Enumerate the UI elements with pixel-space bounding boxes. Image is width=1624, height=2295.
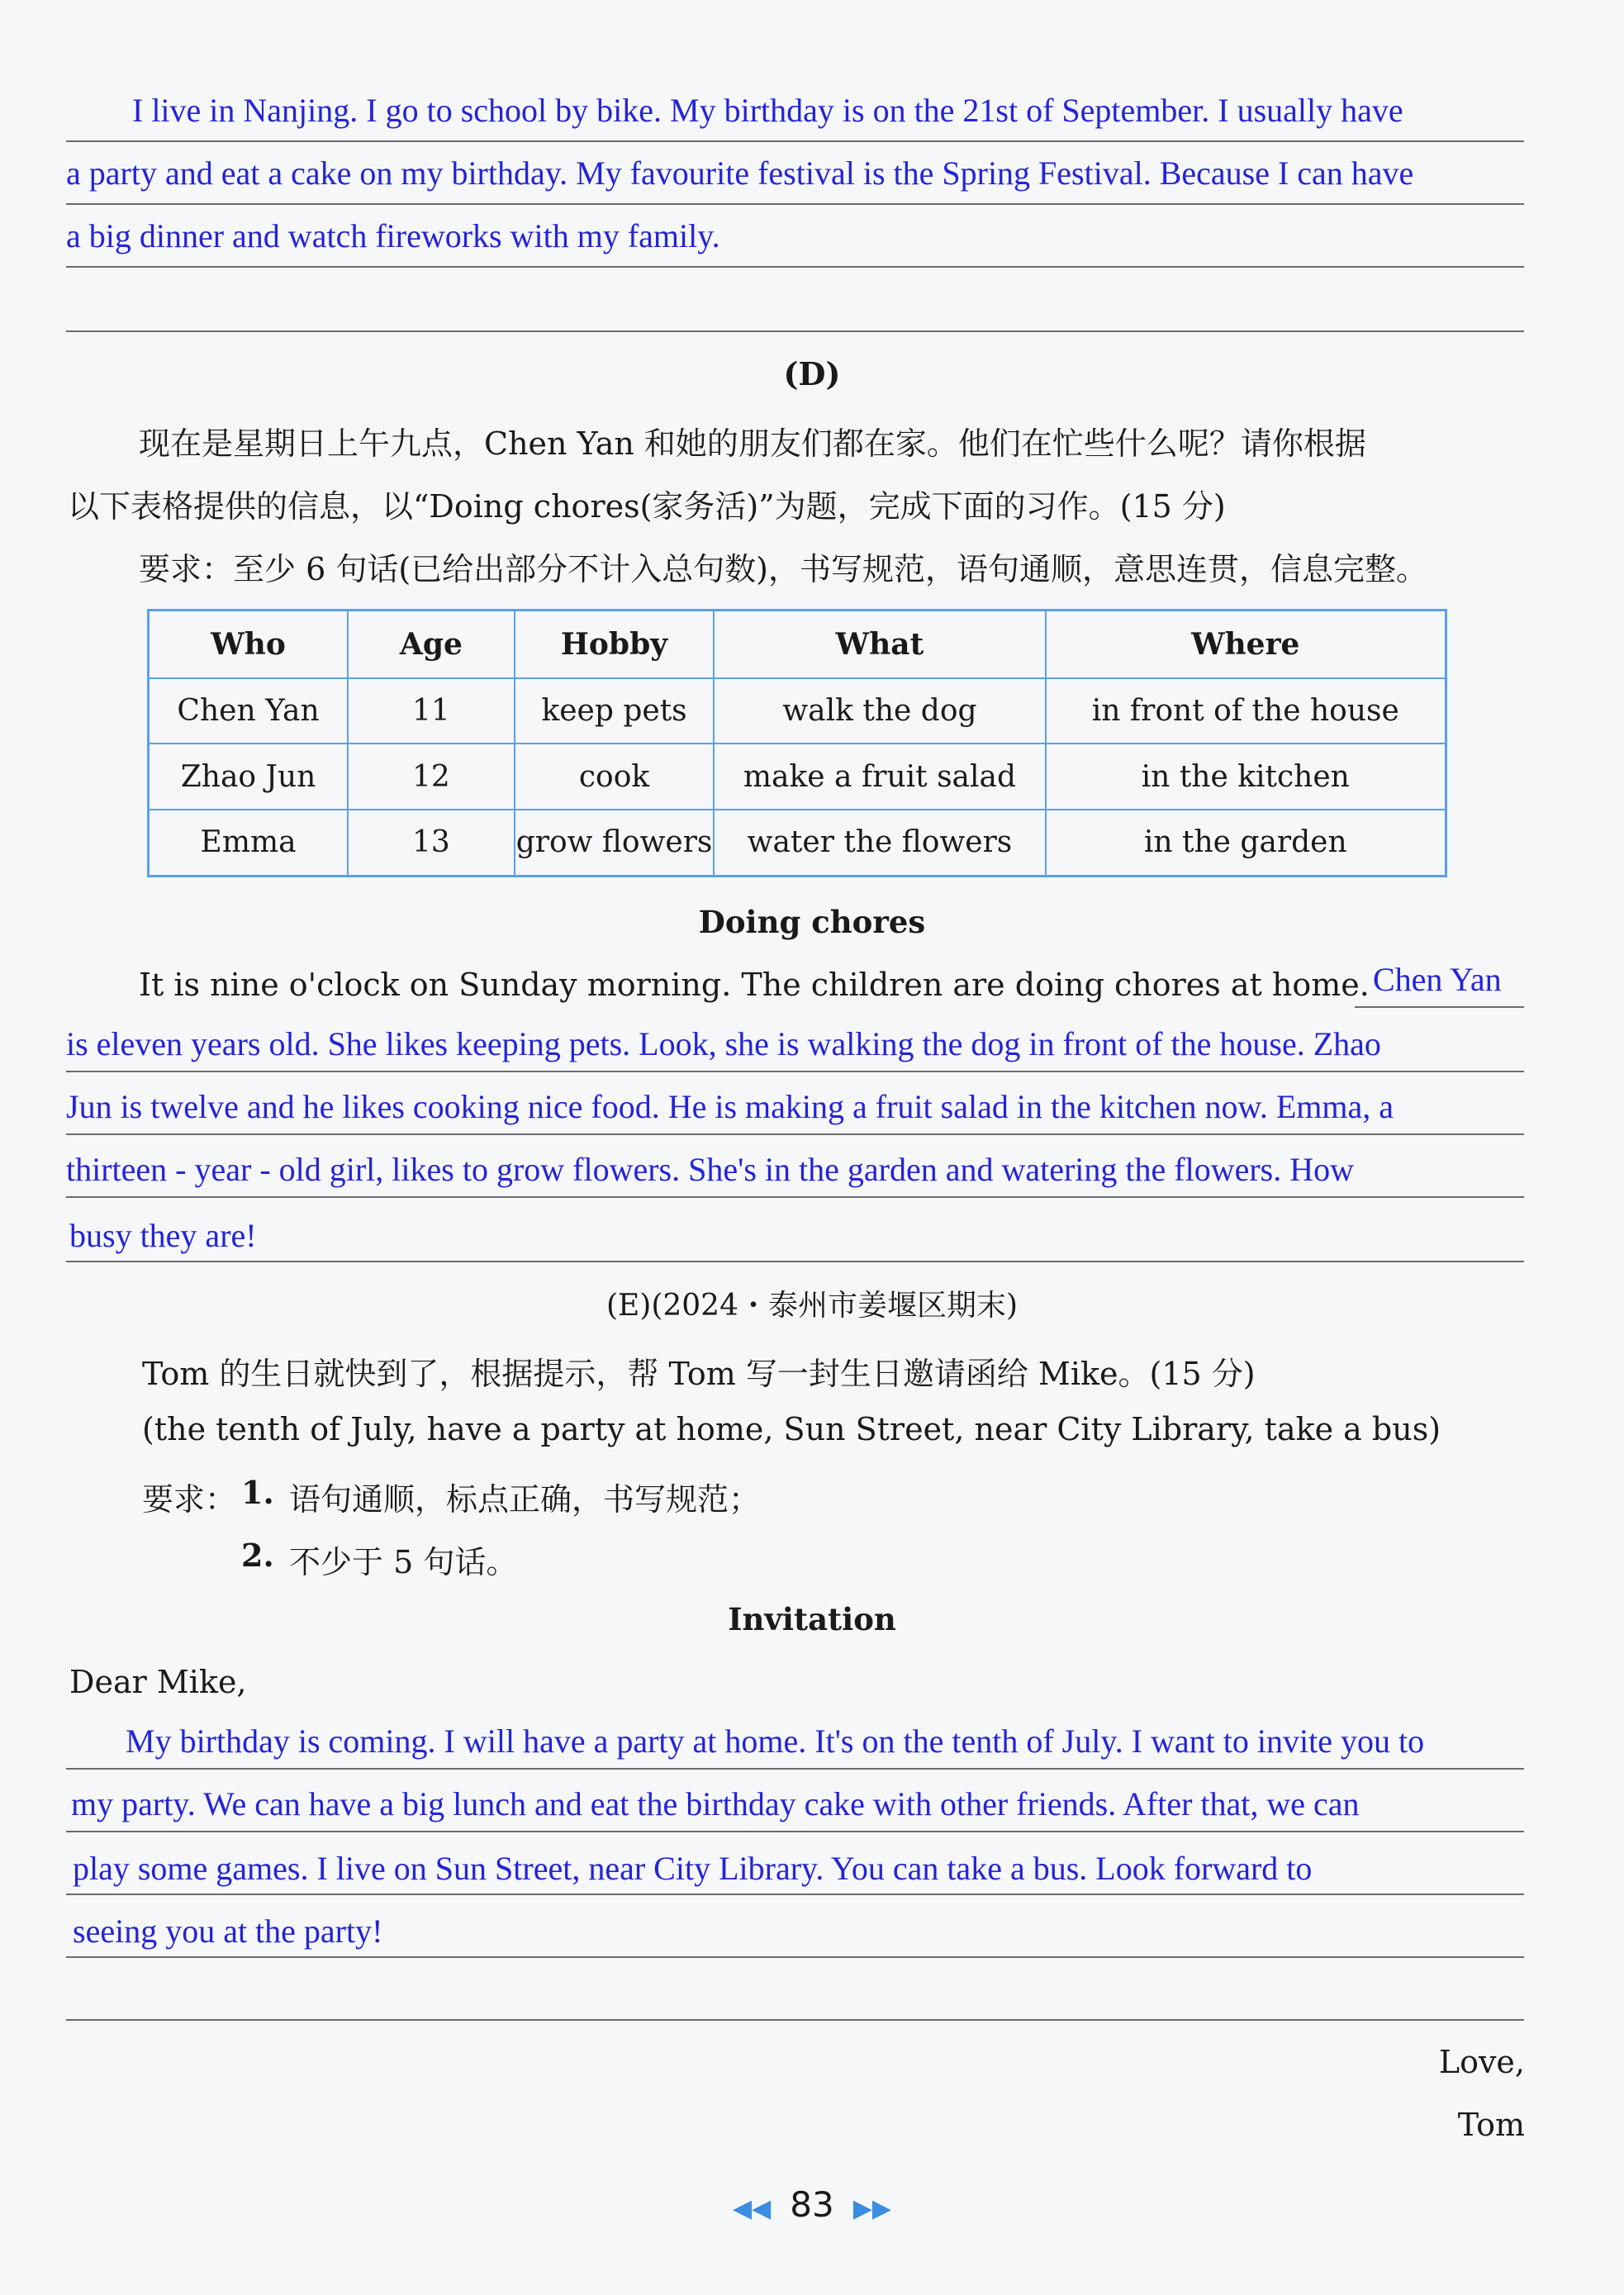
ruled-line	[66, 330, 1524, 332]
answer-line: I live in Nanjing. I go to school by bike. My birthday is on the 21st of September. I usually have	[132, 92, 1403, 129]
ruled-line	[66, 140, 1524, 142]
ruled-line	[66, 1196, 1524, 1198]
answer-line: busy they are!	[69, 1217, 257, 1254]
table-header-cell: What	[714, 611, 1045, 678]
section-e-hints: (the tenth of July, have a party at home, Sun Street, near City Library, take a bus)	[142, 1411, 1441, 1447]
table-header-cell: Hobby	[515, 611, 715, 678]
ruled-line	[66, 1133, 1524, 1135]
section-e-req-label: 要求：	[142, 1481, 237, 1518]
section-e-req2: 不少于 5 句话。	[289, 1544, 518, 1580]
letter-greeting: Dear Mike,	[69, 1664, 247, 1700]
table-cell: in front of the house	[1046, 678, 1446, 744]
table-cell: in the garden	[1046, 810, 1446, 877]
essay-title-doing-chores: Doing chores	[698, 904, 926, 940]
table-header-row	[149, 611, 1446, 678]
ruled-line	[66, 203, 1524, 205]
answer-line: is eleven years old. She likes keeping pets. Look, she is walking the dog in front of the house. Zhao	[66, 1025, 1381, 1062]
table-cell: make a fruit salad	[714, 744, 1045, 810]
section-d-prompt-line: 以下表格提供的信息，以“Doing chores(家务活)”为题，完成下面的习作。(15 分)	[68, 488, 1226, 525]
page-number: 83	[790, 2184, 834, 2225]
table-row	[149, 678, 1446, 744]
ruled-line	[66, 2019, 1524, 2021]
answer-first-words: Chen Yan	[1373, 961, 1502, 998]
ruled-line	[66, 1071, 1524, 1072]
table-cell: walk the dog	[714, 678, 1045, 744]
table-header-cell: Age	[348, 611, 515, 678]
answer-line: a party and eat a cake on my birthday. My favourite festival is the Spring Festival. Because I can have	[66, 154, 1414, 192]
answer-line: My birthday is coming. I will have a party at home. It's on the tenth of July. I want to invite you to	[126, 1722, 1425, 1760]
ruled-line	[66, 1261, 1524, 1262]
table-cell: in the kitchen	[1046, 744, 1446, 810]
prev-arrow-icon: ◀◀	[733, 2194, 772, 2223]
table-cell: 11	[348, 678, 515, 744]
section-e-req1-num: 1.	[241, 1474, 274, 1511]
ruled-line	[66, 1831, 1524, 1832]
table-cell: Zhao Jun	[149, 744, 349, 810]
answer-line: seeing you at the party!	[73, 1912, 383, 1950]
table-cell: 13	[348, 810, 515, 877]
ruled-line	[66, 1768, 1524, 1770]
ruled-line	[66, 1956, 1524, 1958]
table-cell: Chen Yan	[149, 678, 349, 744]
table-row	[149, 744, 1446, 810]
table-header-cell: Where	[1046, 611, 1446, 678]
table-cell: keep pets	[515, 678, 715, 744]
given-sentence: It is nine o'clock on Sunday morning. The children are doing chores at home.	[139, 967, 1370, 1003]
section-e-label: (E)(2024・泰州市姜堰区期末)	[605, 1289, 1019, 1323]
answer-line: Jun is twelve and he likes cooking nice food. He is making a fruit salad in the kitchen now. Emma, a	[66, 1088, 1394, 1125]
section-d-prompt-line: 现在是星期日上午九点，Chen Yan 和她的朋友们都在家。他们在忙些什么呢？请你根据	[139, 425, 1366, 462]
ruled-line	[66, 266, 1524, 268]
answer-line: a big dinner and watch fireworks with my family.	[66, 217, 720, 254]
table-cell: 12	[348, 744, 515, 810]
table-header-cell: Who	[149, 611, 349, 678]
table-cell: Emma	[149, 810, 349, 877]
info-table	[147, 609, 1447, 877]
section-d-requirement: 要求：至少 6 句话(已给出部分不计入总句数)，书写规范，语句通顺，意思连贯，信息完整。	[139, 551, 1427, 587]
letter-closing: Love,	[1438, 2044, 1525, 2080]
table-row	[149, 810, 1446, 877]
answer-line: my party. We can have a big lunch and eat the birthday cake with other friends. After that, we can	[71, 1785, 1360, 1822]
section-d-label: (D)	[783, 355, 841, 392]
section-e-req2-num: 2.	[241, 1537, 274, 1574]
section-e-prompt: Tom 的生日就快到了，根据提示，帮 Tom 写一封生日邀请函给 Mike。(15 分)	[142, 1356, 1256, 1392]
answer-line: play some games. I live on Sun Street, near City Library. You can take a bus. Look forward to	[73, 1850, 1313, 1887]
section-e-req1: 语句通顺，标点正确，书写规范；	[289, 1481, 761, 1518]
ruled-line	[66, 1893, 1524, 1895]
next-arrow-icon: ▶▶	[852, 2194, 891, 2223]
table-cell: cook	[515, 744, 715, 810]
essay-title-invitation: Invitation	[728, 1601, 896, 1637]
page-footer	[0, 2184, 1624, 2225]
table-cell: grow flowers	[515, 810, 715, 877]
table-cell: water the flowers	[714, 810, 1045, 877]
letter-signature: Tom	[1457, 2107, 1525, 2143]
answer-line: thirteen - year - old girl, likes to grow flowers. She's in the garden and watering the flowers. How	[66, 1151, 1355, 1188]
ruled-line	[1355, 1006, 1524, 1008]
